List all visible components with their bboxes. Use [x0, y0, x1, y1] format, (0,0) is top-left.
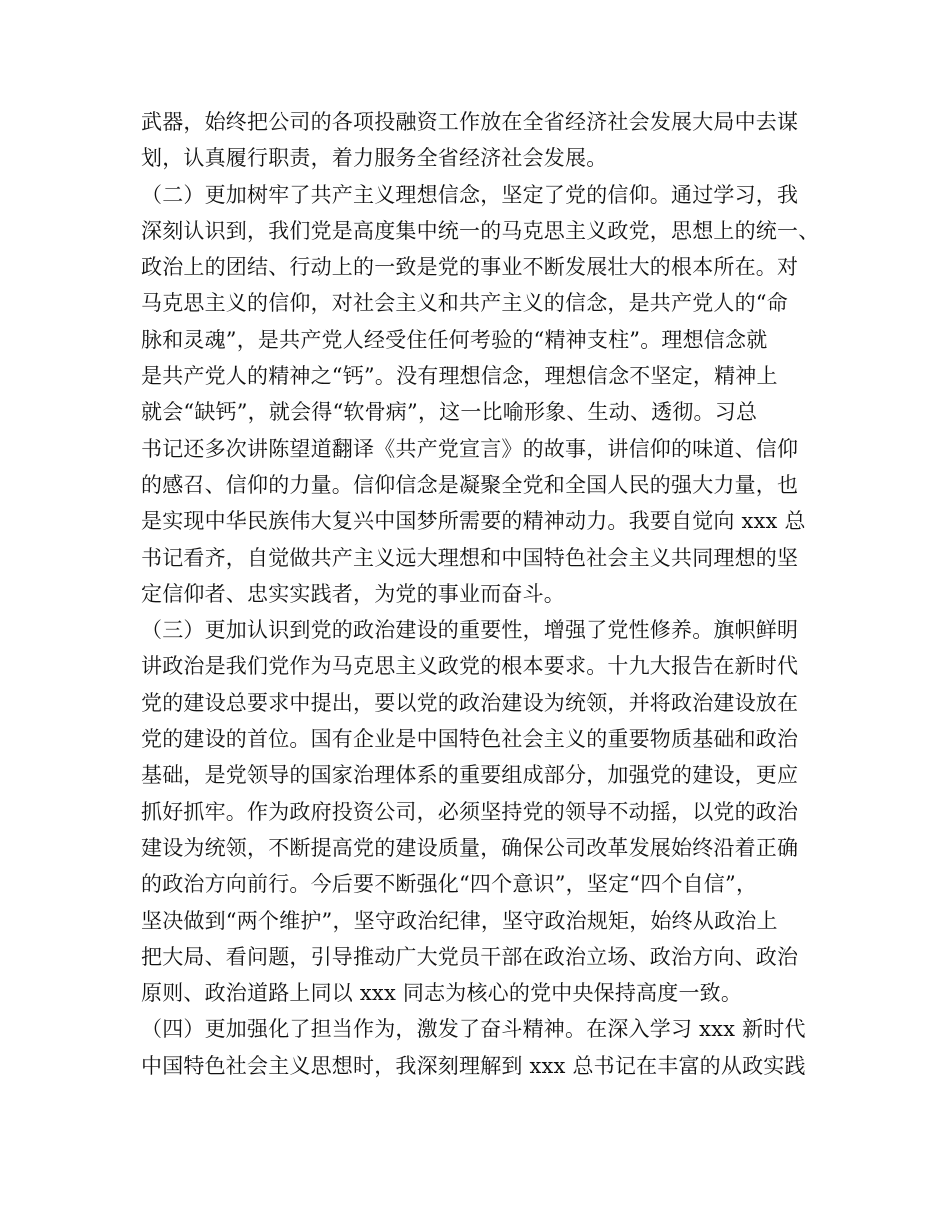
text-line: 政治上的团结、行动上的一致是党的事业不断发展壮大的根本所在。对 [141, 255, 799, 280]
text-line: 原则、政治道路上同以 xxx 同志为核心的党中央保持高度一致。 [141, 981, 743, 1006]
text-line: 的感召、信仰的力量。信仰信念是凝聚全党和全国人民的强大力量，也 [141, 472, 799, 497]
text-line: 建设为统领，不断提高党的建设质量，确保公司改革发展始终沿着正确 [141, 835, 799, 860]
text-line: 坚决做到“两个维护”，坚守政治纪律，坚守政治规矩，始终从政治上 [141, 908, 778, 933]
text-line: 深刻认识到，我们党是高度集中统一的马克思主义政党，思想上的统一、 [141, 218, 820, 243]
text-line: 基础，是党领导的国家治理体系的重要组成部分，加强党的建设，更应 [141, 763, 799, 788]
text-line: 马克思主义的信仰，对社会主义和共产主义的信念，是共产党人的“命 [141, 291, 788, 316]
text-line: 就会“缺钙”，就会得“软骨病”，这一比喻形象、生动、透彻。习总 [141, 400, 758, 425]
text-line: 定信仰者、忠实实践者，为党的事业而奋斗。 [141, 581, 565, 606]
text-line: 划，认真履行职责，着力服务全省经济社会发展。 [141, 146, 608, 171]
text-line: 讲政治是我们党作为马克思主义政党的根本要求。十九大报告在新时代 [141, 654, 799, 679]
text-line: 脉和灵魂”，是共产党人经受住任何考验的“精神支柱”。理想信念就 [141, 327, 768, 352]
text-line: 把大局、看问题，引导推动广大党员干部在政治立场、政治方向、政治 [141, 944, 799, 969]
text-line: 武器，始终把公司的各项投融资工作放在全省经济社会发展大局中去谋 [141, 110, 799, 134]
text-line: 党的建设总要求中提出，要以党的政治建设为统领，并将政治建设放在 [141, 690, 799, 715]
text-line: 抓好抓牢。作为政府投资公司，必须坚持党的领导不动摇，以党的政治 [141, 799, 799, 824]
text-line: （二）更加树牢了共产主义理想信念，坚定了党的信仰。通过学习，我 [141, 182, 799, 207]
text-line: 书记还多次讲陈望道翻译《共产党宣言》的故事，讲信仰的味道、信仰 [141, 436, 799, 461]
text-line: 是实现中华民族伟大复兴中国梦所需要的精神动力。我要自觉向 xxx 总 [141, 509, 806, 534]
text-line: （四）更加强化了担当作为，激发了奋斗精神。在深入学习 xxx 新时代 [141, 1017, 806, 1042]
text-line: 的政治方向前行。今后要不断强化“四个意识”，坚定“四个自信”， [141, 872, 758, 897]
body-text [141, 104, 831, 1084]
text-line: （三）更加认识到党的政治建设的重要性，增强了党性修养。旗帜鲜明 [141, 618, 799, 643]
text-line: 是共产党人的精神之“钙”。没有理想信念，理想信念不坚定，精神上 [141, 364, 778, 389]
text-line: 中国特色社会主义思想时，我深刻理解到 xxx 总书记在丰富的从政实践 [141, 1053, 806, 1078]
text-line: 党的建设的首位。国有企业是中国特色社会主义的重要物质基础和政治 [141, 727, 799, 752]
text-line: 书记看齐，自觉做共产主义远大理想和中国特色社会主义共同理想的坚 [141, 545, 799, 570]
